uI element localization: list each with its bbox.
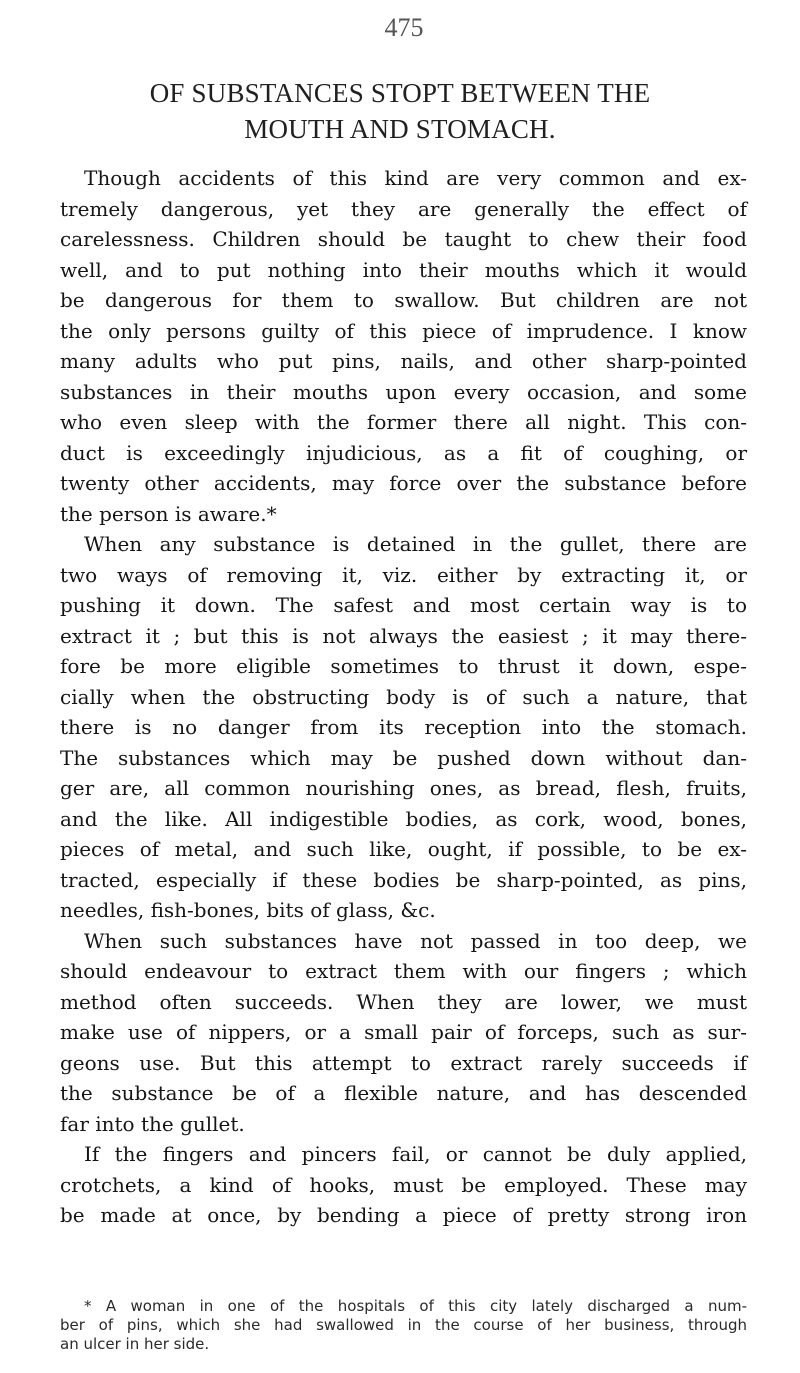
body-line: ger are, all common nourishing ones, as bread, flesh, fruits,: [60, 776, 747, 800]
body-line: crotchets, a kind of hooks, must be employed. These may: [60, 1172, 747, 1197]
body-line: the person is aware.*: [60, 501, 277, 526]
body-line: duct is exceedingly injudicious, as a fit of coughing, or: [60, 440, 747, 465]
footnote-line: ber of pins, which she had swallowed in the course of her business, through: [60, 1316, 747, 1334]
body-line: fore be more eligible sometimes to thrust it down, espe-: [60, 654, 747, 678]
body-line: needles, fish-bones, bits of glass, &c.: [60, 898, 436, 922]
body-line: who even sleep with the former there all night. This con-: [60, 410, 747, 434]
body-line: tracted, especially if these bodies be sharp-pointed, as pins,: [60, 867, 747, 892]
body-line: the only persons guilty of this piece of imprudence. I know: [60, 318, 747, 343]
footnote-line: an ulcer in her side.: [60, 1335, 210, 1353]
body-line: many adults who put pins, nails, and other sharp-pointed: [60, 349, 747, 373]
body-line: Though accidents of this kind are very common and ex-: [84, 166, 747, 190]
body-line: twenty other accidents, may force over the substance before: [60, 471, 747, 495]
body-line: tremely dangerous, yet they are generally the effect of: [60, 196, 747, 221]
footnote: [60, 1297, 747, 1354]
body-line: method often succeeds. When they are lower, we must: [60, 989, 747, 1014]
body-line: should endeavour to extract them with our fingers ; which: [60, 959, 747, 983]
body-line: carelessness. Children should be taught to chew their food: [60, 227, 747, 251]
body-line: pushing it down. The safest and most certain way is to: [60, 593, 747, 617]
footnote-line: * A woman in one of the hospitals of this city lately discharged a num-: [84, 1297, 747, 1315]
body-text: [60, 163, 747, 1231]
chapter-title-line-2: MOUTH AND STOMACH.: [244, 114, 556, 144]
body-line: well, and to put nothing into their mouths which it would: [60, 257, 747, 282]
body-line: be made at once, by bending a piece of pretty strong iron: [60, 1203, 747, 1227]
body-line: extract it ; but this is not always the easiest ; it may there-: [60, 623, 747, 648]
chapter-title-line-1: OF SUBSTANCES STOPT BETWEEN THE: [149, 78, 651, 108]
body-line: The substances which may be pushed down without dan-: [60, 745, 747, 770]
body-line: geons use. But this attempt to extract rarely succeeds if: [60, 1050, 747, 1075]
body-line: make use of nippers, or a small pair of forceps, such as sur-: [60, 1020, 747, 1044]
body-line: When any substance is detained in the gullet, there are: [84, 532, 747, 556]
body-line: be dangerous for them to swallow. But children are not: [60, 288, 747, 312]
body-line: cially when the obstructing body is of such a nature, that: [60, 684, 747, 709]
body-line: and the like. All indigestible bodies, as cork, wood, bones,: [60, 806, 747, 831]
body-line: the substance be of a flexible nature, and has descended: [60, 1081, 747, 1105]
body-line: pieces of metal, and such like, ought, if possible, to be ex-: [60, 837, 747, 861]
page-number: 475: [384, 13, 424, 42]
body-line: there is no danger from its reception into the stomach.: [60, 715, 747, 739]
body-line: If the fingers and pincers fail, or cannot be duly applied,: [84, 1142, 747, 1166]
body-line: two ways of removing it, viz. either by extracting it, or: [60, 562, 747, 587]
body-line: far into the gullet.: [60, 1111, 245, 1136]
body-line: substances in their mouths upon every occasion, and some: [60, 379, 747, 404]
body-line: When such substances have not passed in too deep, we: [84, 928, 747, 953]
